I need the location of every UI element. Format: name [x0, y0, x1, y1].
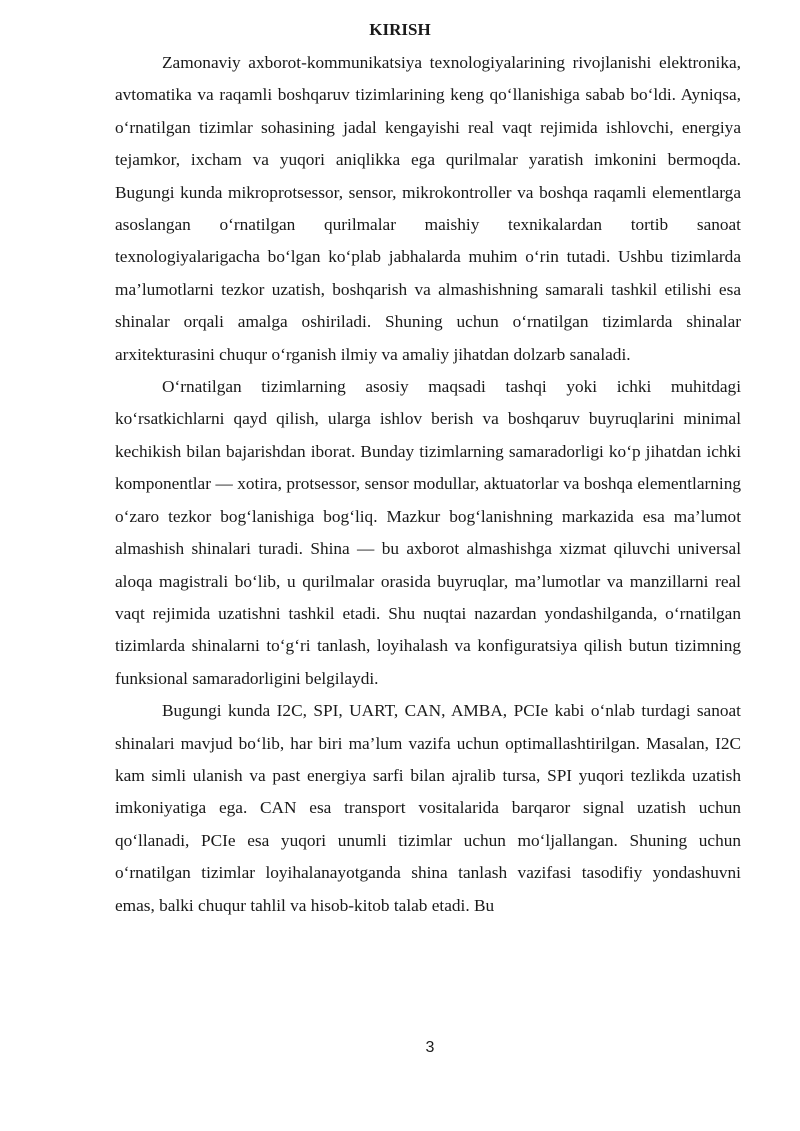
body-text	[115, 47, 741, 922]
paragraph-2: O‘rnatilgan tizimlarning asosiy maqsadi tashqi yoki ichki muhitdagi ko‘rsatkichlarni qayd qilish, ularga ishlov berish va boshqaruv buyruqlarini minimal kechikish bilan bajarishdan iborat. Bunday tizimlarning samaradorligi ko‘p jihatdan ichki komponentlar — xotira, protsessor, sensor modullar, aktuatorlar va boshqa elementlarning o‘zaro tezkor bog‘lanishiga bog‘liq. Mazkur bog‘lanishning markazida esa ma’lumot almashish shinalari turadi. Shina — bu axborot almashishga xizmat qiluvchi universal aloqa magistrali bo‘lib, u qurilmalar orasida buyruqlar, ma’lumotlar va manzillarni real vaqt rejimida uzatishni tashkil etadi. Shu nuqtai nazardan yondashilganda, o‘rnatilgan tizimlarda shinalarni to‘g‘ri tanlash, loyihalash va konfiguratsiya qilish butun tizimning funksional samaradorligini belgilaydi.	[115, 377, 741, 688]
page-number: 3	[425, 1039, 435, 1056]
paragraph-1: Zamonaviy axborot-kommunikatsiya texnologiyalarining rivojlanishi elektronika, avtomatika va raqamli boshqaruv tizimlarining keng qo‘llanishiga sabab bo‘ldi. Ayniqsa, o‘rnatilgan tizimlar sohasining jadal kengayishi real vaqt rejimida ishlovchi, energiya tejamkor, ixcham va yuqori aniqlikka ega qurilmalar yaratish imkonini bermoqda. Bugungi kunda mikroprotsessor, sensor, mikrokontroller va boshqa raqamli elementlarga asoslangan o‘rnatilgan qurilmalar maishiy texnikalardan tortib sanoat texnologiyalarigacha bo‘lgan ko‘plab jabhalarda muhim o‘rin tutadi. Ushbu tizimlarda ma’lumotlarni tezkor uzatish, boshqarish va almashishning samarali tashkil etilishi esa shinalar orqali amalga oshiriladi. Shuning uchun o‘rnatilgan tizimlarda shinalar arxitekturasini chuqur o‘rganish ilmiy va amaliy jihatdan dolzarb sanaladi.	[115, 53, 741, 364]
paragraph-3: Bugungi kunda I2C, SPI, UART, CAN, AMBA, PCIe kabi o‘nlab turdagi sanoat shinalari mavjud bo‘lib, har biri ma’lum vazifa uchun optimallashtirilgan. Masalan, I2C kam simli ulanish va past energiya sarfi bilan ajralib tursa, SPI yuqori tezlikda uzatish imkoniyatiga ega. CAN esa transport vositalarida barqaror signal uzatish uchun qo‘llanadi, PCIe esa yuqori unumli tizimlar uchun mo‘ljallangan. Shuning uchun o‘rnatilgan tizimlar loyihalanayotganda shina tanlash vazifasi tasodifiy yondashuvni emas, balki chuqur tahlil va hisob-kitob talab etadi. Bu	[115, 701, 741, 915]
section-title: KIRISH	[369, 20, 431, 39]
